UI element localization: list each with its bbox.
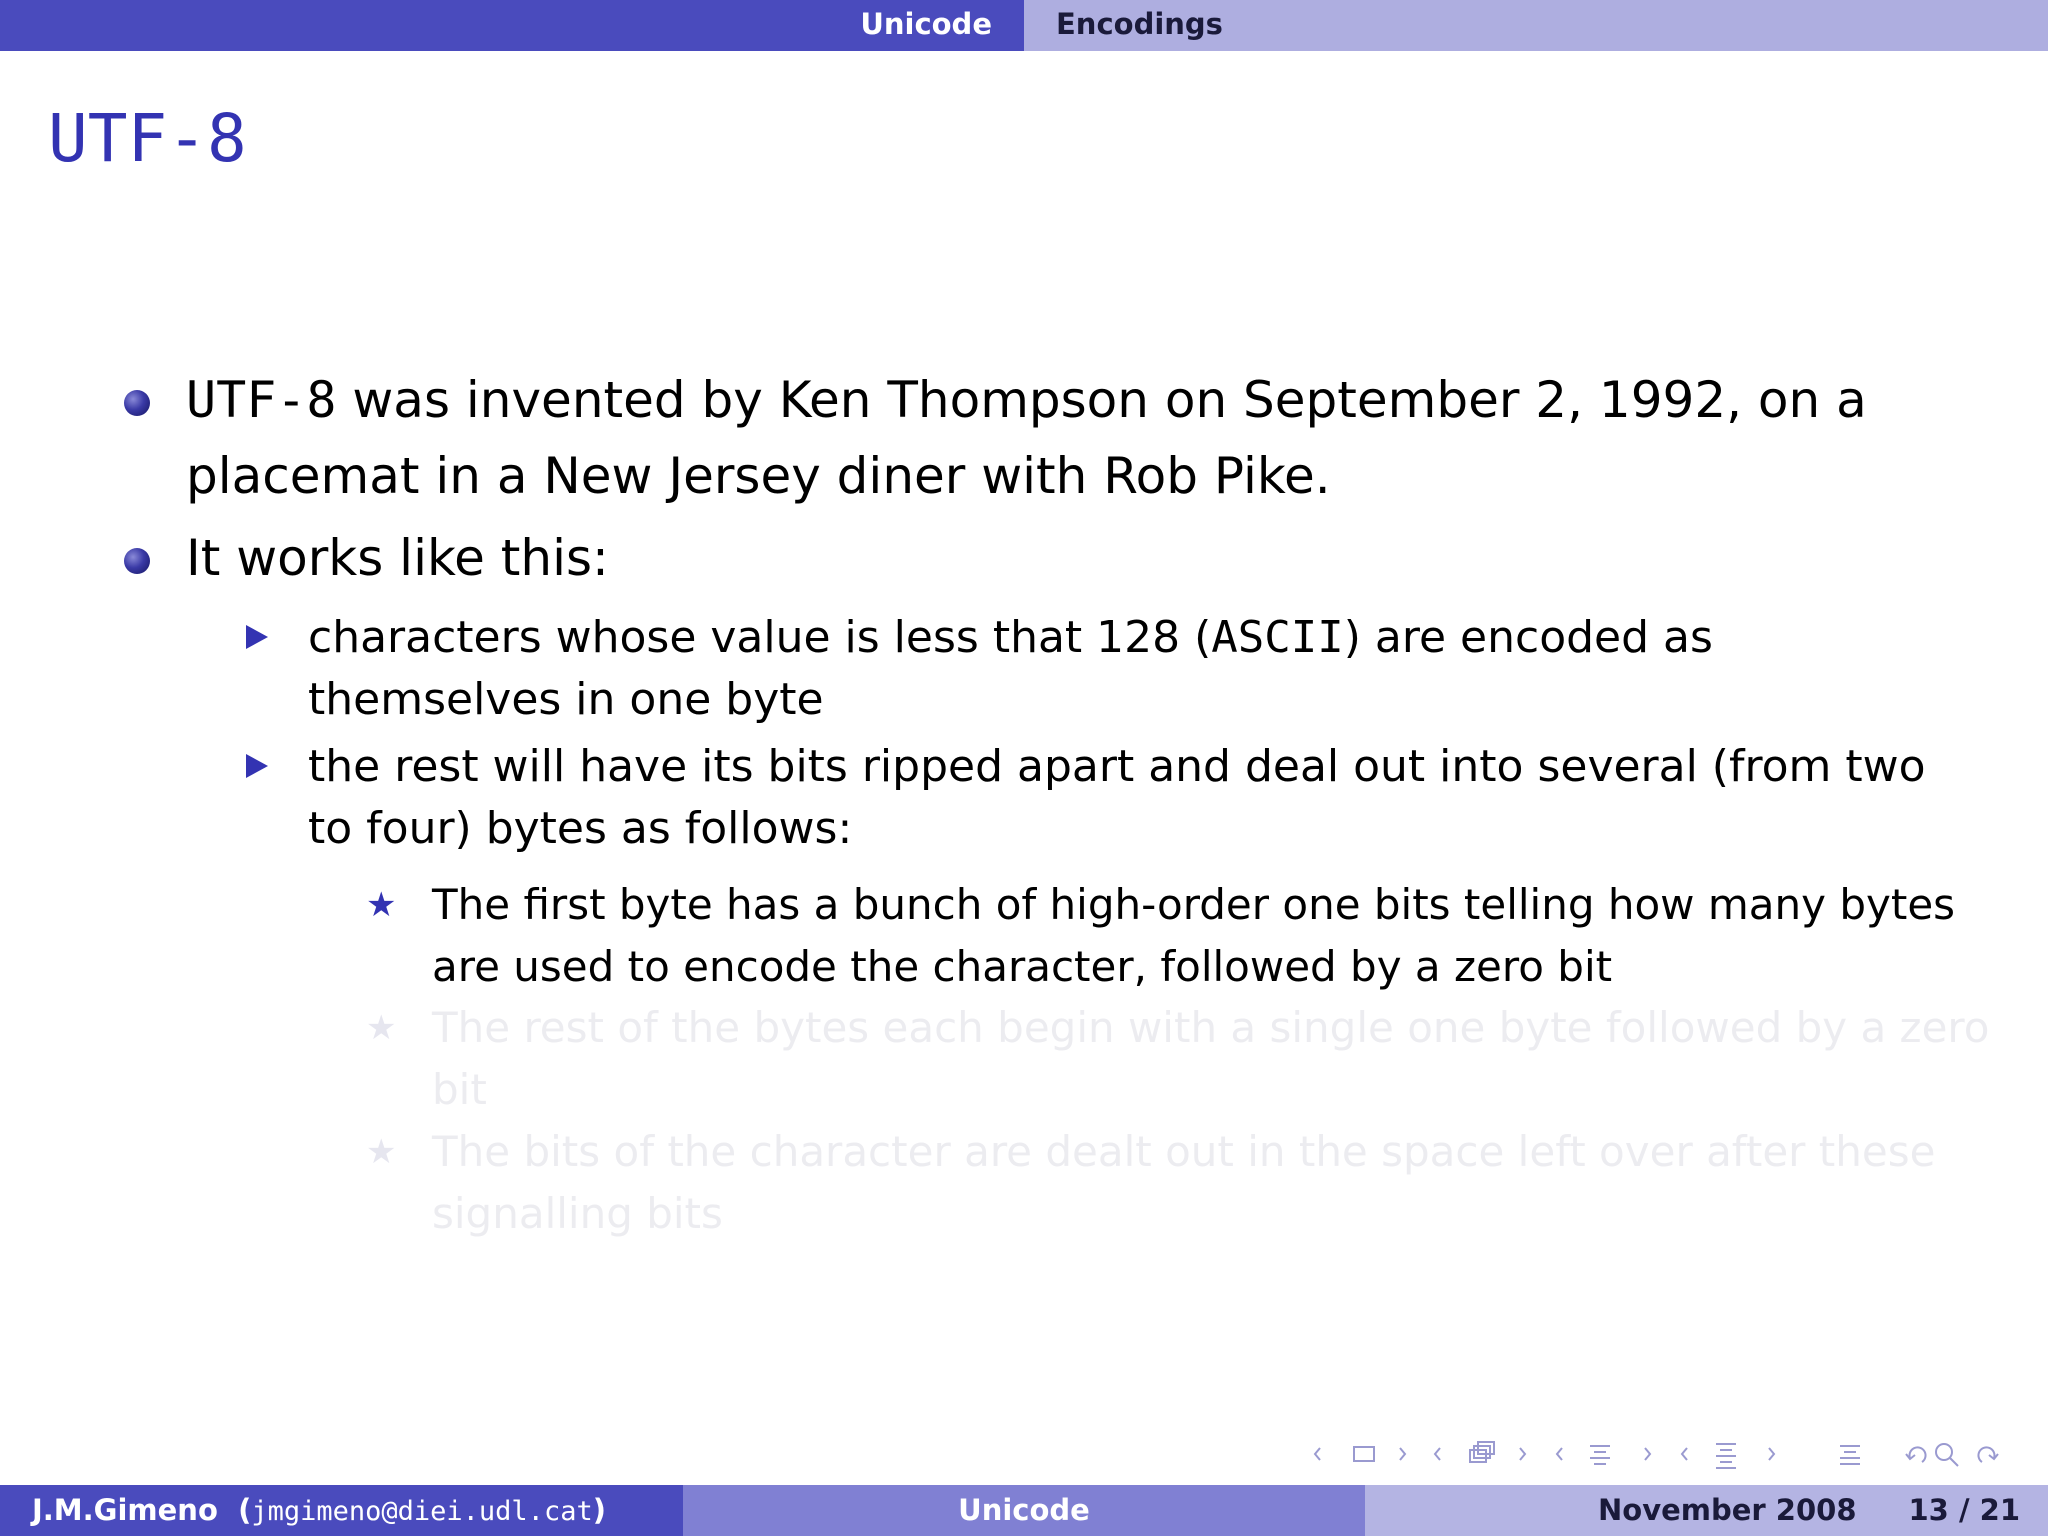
navigation-symbols-svg xyxy=(1312,1436,2032,1472)
forward-icon[interactable] xyxy=(1978,1447,1998,1462)
subsubbullet-item-hidden xyxy=(366,997,1992,1121)
slide-title: UTF-8 xyxy=(48,100,247,177)
bullet-text: It works like this: xyxy=(186,529,609,587)
subsection-icon[interactable] xyxy=(1470,1442,1494,1462)
bullet-ball-icon xyxy=(124,390,150,416)
navigation-symbols xyxy=(1312,1436,2032,1472)
subbullet-text: ) are encoded as themselves in one byte xyxy=(308,612,1713,725)
star-bullet-icon: ★ xyxy=(366,1008,397,1048)
nav-subsection-area xyxy=(1024,0,2048,51)
subsubbullet-text: The bits of the character are dealt out in the space left over after these signalling bits xyxy=(432,1127,1936,1238)
next-document-icon[interactable] xyxy=(1769,1448,1774,1460)
frame-icon[interactable] xyxy=(1354,1447,1374,1461)
subbullet-text: characters whose value is less that 128 ( xyxy=(308,612,1212,663)
section-icon[interactable] xyxy=(1590,1446,1610,1464)
back-icon[interactable] xyxy=(1906,1447,1926,1462)
footer-date: November 2008 xyxy=(1598,1493,1857,1527)
bullet-text: was invented by Ken Thompson on September 2, 1992, on a placemat in a New Jersey diner with Rob Pike. xyxy=(186,371,1867,505)
star-bullet-icon: ★ xyxy=(366,885,397,925)
footer-bar xyxy=(0,1485,2048,1536)
search-icon[interactable] xyxy=(1936,1444,1958,1466)
subsubbullet-text: The rest of the bytes each begin with a single one byte followed by a zero bit xyxy=(432,1003,1990,1114)
subsubbullet-item xyxy=(366,874,1992,998)
code-text: ASCII xyxy=(1211,612,1344,663)
subbullet-item xyxy=(308,736,1968,860)
footer-author: J.M.Gimeno (jmgimeno@diei.udl.cat) xyxy=(32,1493,606,1527)
subbullet-text: the rest will have its bits ripped apart and deal out into several (from two to four) bytes as follows: xyxy=(308,741,1926,854)
bullet-ball-icon xyxy=(124,548,150,574)
bullet-item xyxy=(186,362,1946,514)
footer-page-number: 13 / 21 xyxy=(1908,1493,2020,1527)
triangle-bullet-icon xyxy=(246,754,268,778)
document-icon[interactable] xyxy=(1716,1444,1736,1468)
footer-author-box xyxy=(0,1485,683,1536)
nav-subsection-encodings[interactable]: Encodings xyxy=(1056,7,1223,41)
footer-date-box xyxy=(1365,1485,2048,1536)
appendix-icon[interactable] xyxy=(1840,1446,1860,1464)
nav-section-unicode[interactable]: Unicode xyxy=(860,7,992,41)
prev-document-icon[interactable] xyxy=(1682,1448,1687,1460)
subsubbullet-item-hidden xyxy=(366,1121,1992,1245)
nav-section-area xyxy=(0,0,1024,51)
author-email: jmgimeno@diei.udl.cat xyxy=(251,1496,593,1527)
triangle-bullet-icon xyxy=(246,625,268,649)
footer-title-box xyxy=(683,1485,1365,1536)
footer-short-title: Unicode xyxy=(958,1493,1090,1527)
author-name: J.M.Gimeno xyxy=(32,1493,218,1527)
bullet-item xyxy=(186,520,1946,596)
next-section-icon[interactable] xyxy=(1645,1448,1650,1460)
top-navigation-bar xyxy=(0,0,2048,51)
next-subsection-icon[interactable] xyxy=(1520,1448,1525,1460)
prev-frame-icon[interactable] xyxy=(1315,1448,1320,1460)
subsubbullet-text: The first byte has a bunch of high-order one bits telling how many bytes are used to encode the character, followed by a zero bit xyxy=(432,880,1956,991)
prev-section-icon[interactable] xyxy=(1557,1448,1562,1460)
code-text: UTF-8 xyxy=(186,371,337,429)
next-frame-icon[interactable] xyxy=(1400,1448,1405,1460)
star-bullet-icon: ★ xyxy=(366,1132,397,1172)
prev-subsection-icon[interactable] xyxy=(1435,1448,1440,1460)
subbullet-item xyxy=(308,607,1968,731)
